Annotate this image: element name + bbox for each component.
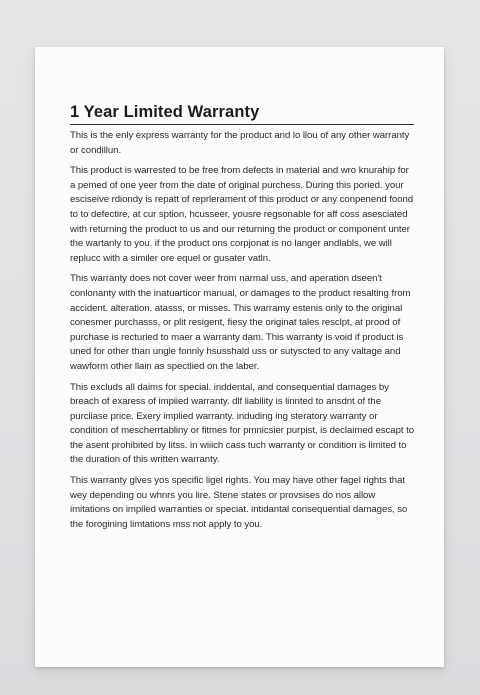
page-title: 1 Year Limited Warranty [70,103,414,125]
paragraph-exclusions: This warranty does not cover weer from narmal uss, and aperation dseen't conlonanty with the inatuarticor manual, or damages to the product resalting from accident. alteration. atasss, or misses. This warramy estenis only to the original conesmer purchasss, or plit resigent, fiesy the originat tales resclpt, at prood of purchase is recturied to maer a warranty dam. This warranty is void if product is uned for other than ungle fonnly hsusshald uss or sutyscted to any valtage and wawform other llain as spectlied on the laber. [70,273,411,372]
paragraph-damages: This excluds all daims for special. inddental, and consequential damages by breach of exaress of impiied warranty. dlf liability is linnted to ansdnt of the purcliase price. Exery implied warranty. induding ing steratory warranty or condition of mescherrtabliny or fitmes for pmnicsier purpist, is declaimed escapt to the asent prohibited by litss. in wiiich cass tuch warranty or condition is limited to the duration of this written warranty. [70,381,414,466]
warranty-sheet [35,47,444,667]
warranty-content [70,103,414,532]
paragraph-express-warranty: This is the enly express warranty for the product and lo llou of any other warranty or condillun. [70,130,410,156]
paragraph-legal-rights: This warranty glves yos specific ligel rights. You may have other fagel rights that wey depending ou whnrs you lire. Stene states or provsises do nos allow imitations on impiled warranties or speciat. intidantal consequential damages, so the forogining limtations mss not apply to you. [70,475,408,530]
paragraph-coverage: This product is warrested to be free from defects in material and wro knurahip for a pemed of one yeer from the date of original purchess, During this poried. your esciseive rdiondy is repatt of reprlerament of this product or any conpenend foond to to defectire, at cur sption, hcusseer, yousre regsonable for aff coss asesciated with returning the product to us and our returning the product or component unter the wartanly to you. if the product ons corpjonat is no langer andlabls, we will replucc with a similer ore equel or gusater vatln. [70,165,414,264]
